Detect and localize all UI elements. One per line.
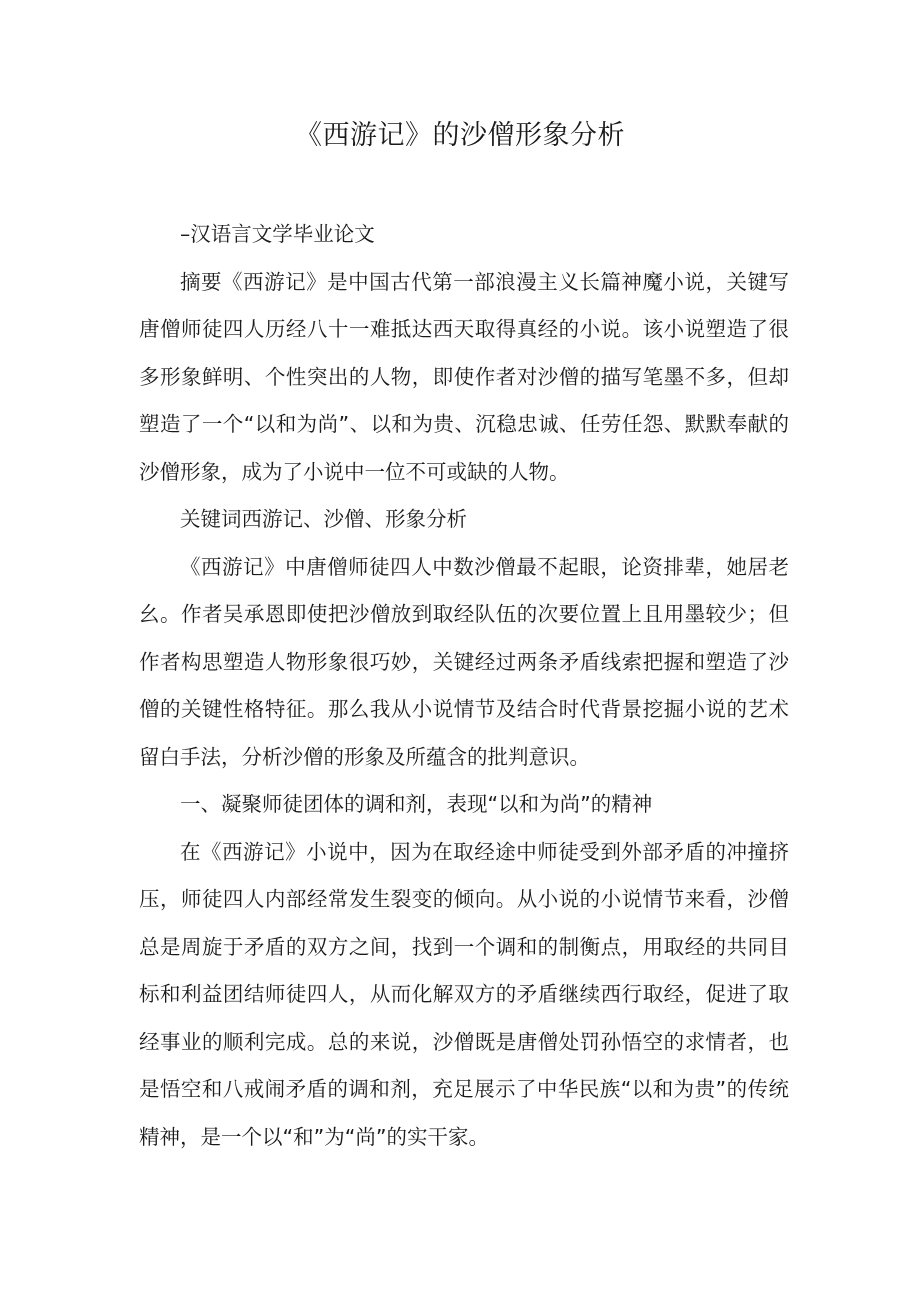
abstract-paragraph: 摘要《西游记》是中国古代第一部浪漫主义长篇神魔小说，关键写唐僧师徒四人历经八十一难抵达西天取得真经的小说。该小说塑造了很多形象鲜明、个性突出的人物，即使作者对沙僧的描写笔墨不多，但却塑造了一个“以和为尚”、以和为贵、沉稳忠诚、任劳任怨、默默奉献的沙僧形象，成为了小说中一位不可或缺的人物。 — [139, 269, 789, 484]
section-paragraph: 在《西游记》小说中，因为在取经途中师徒受到外部矛盾的冲撞挤压，师徒四人内部经常发生裂变的倾向。从小说的小说情节来看，沙僧总是周旋于矛盾的双方之间，找到一个调和的制衡点，用取经的共同目标和利益团结师徒四人，从而化解双方的矛盾继续西行取经，促进了取经事业的顺利完成。总的来说，沙僧既是唐僧处罚孙悟空的求情者，也是悟空和八戒闹矛盾的调和剂，充足展示了中华民族“以和为贵”的传统精神，是一个以“和”为“尚”的实干家。 — [139, 839, 789, 1149]
document-title: 《西游记》的沙僧形象分析 — [295, 120, 625, 151]
document-body — [139, 211, 789, 1161]
intro-paragraph: 《西游记》中唐僧师徒四人中数沙僧最不起眼，论资排辈，她居老幺。作者吴承恩即使把沙僧放到取经队伍的次要位置上且用墨较少；但作者构思塑造人物形象很巧妙，关键经过两条矛盾线索把握和塑造了沙僧的关键性格特征。那么我从小说情节及结合时代背景挖掘小说的艺术留白手法，分析沙僧的形象及所蕴含的批判意识。 — [139, 554, 789, 769]
section-heading: 一、凝聚师徒团体的调和剂，表现“以和为尚”的精神 — [180, 792, 653, 816]
keywords-paragraph: 关键词西游记、沙僧、形象分析 — [180, 507, 467, 531]
subtitle-paragraph: –汉语言文学毕业论文 — [180, 222, 375, 246]
